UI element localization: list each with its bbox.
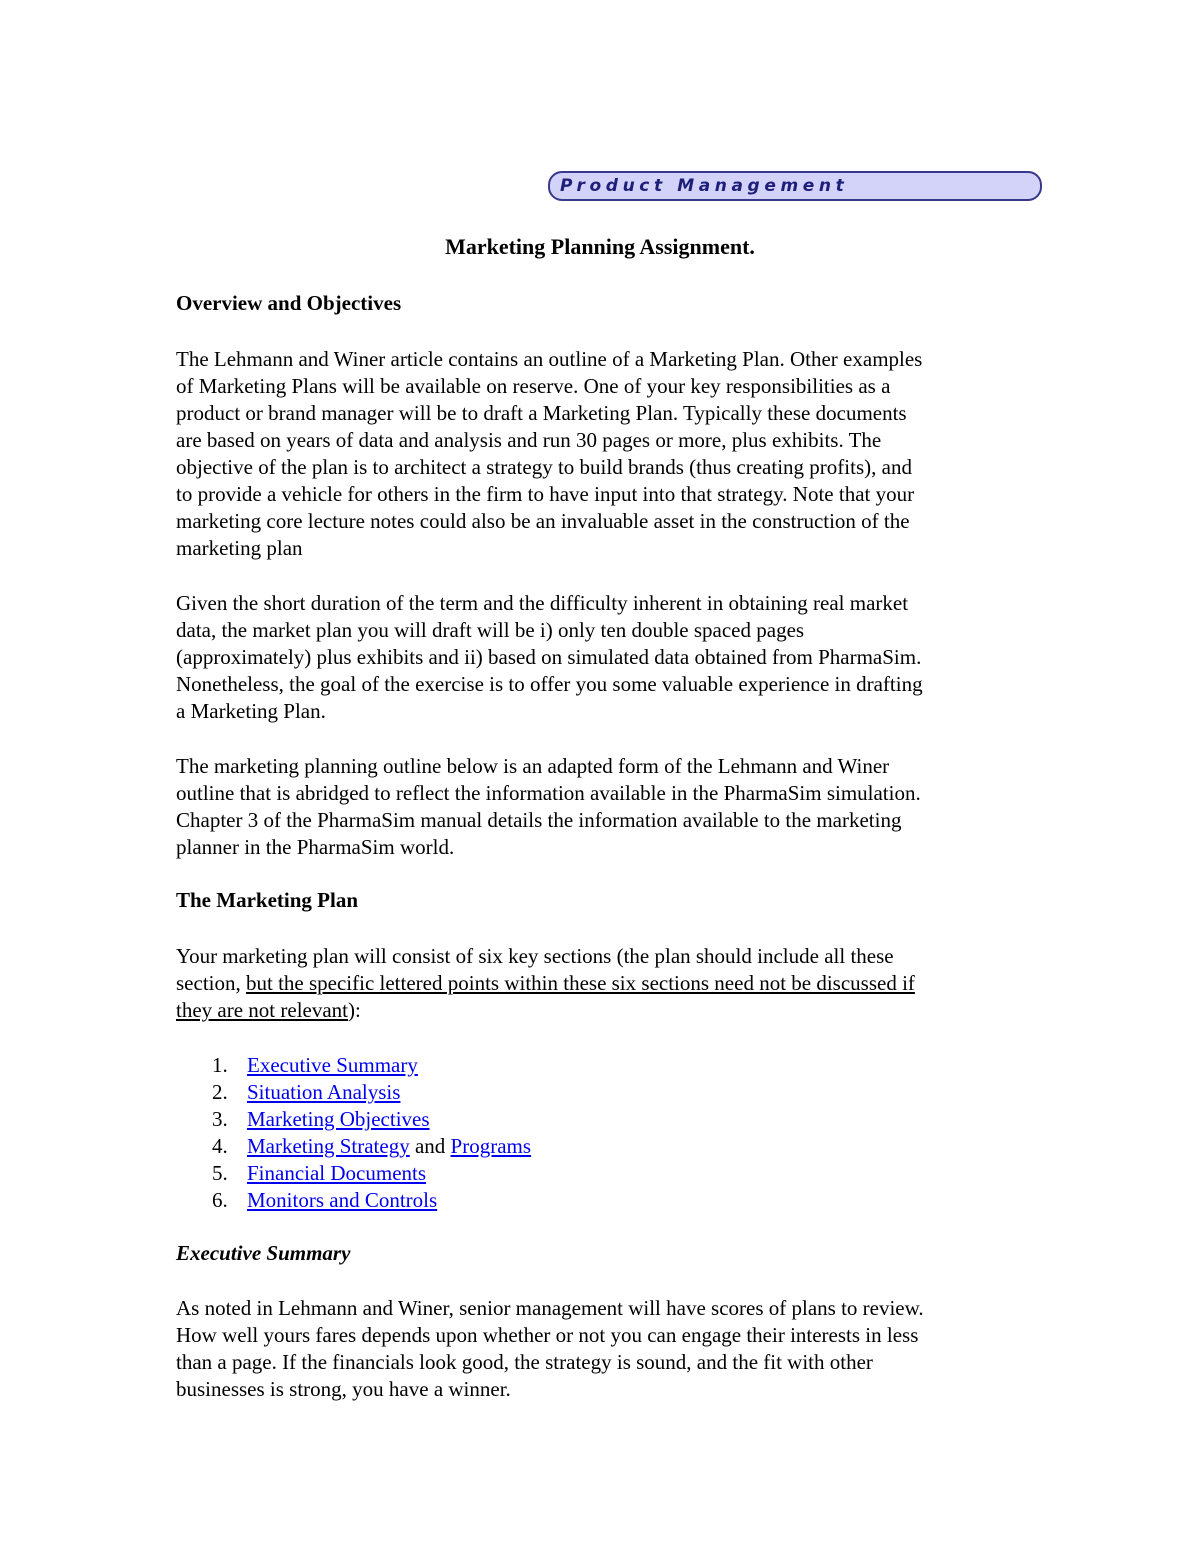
text-line: to provide a vehicle for others in the firm to have input into that strategy. Note that your: [176, 482, 915, 506]
text-line: [176, 997, 1036, 1024]
marketing-plan-intro: [176, 943, 1036, 1024]
text-line: of Marketing Plans will be available on reserve. One of your key responsibilities as a: [176, 374, 891, 398]
overview-paragraph-3: [176, 753, 1036, 861]
list-number: 6.: [212, 1188, 228, 1212]
text-line: Given the short duration of the term and the difficulty inherent in obtaining real market: [176, 591, 909, 615]
overview-paragraph-1: [176, 346, 1036, 562]
text-line: The marketing planning outline below is an adapted form of the Lehmann and Winer: [176, 754, 890, 778]
list-number: 5.: [212, 1161, 228, 1185]
text-line: data, the market plan you will draft will be i) only ten double spaced pages: [176, 618, 805, 642]
banner-label: Product Management: [560, 176, 849, 196]
text-line: [176, 970, 1036, 997]
text-line: product or brand manager will be to draft a Marketing Plan. Typically these documents: [176, 401, 907, 425]
executive-summary-link[interactable]: Executive Summary: [247, 1053, 418, 1077]
marketing-objectives-link[interactable]: Marketing Objectives: [247, 1107, 430, 1131]
text-line: than a page. If the financials look good, the strategy is sound, and the fit with other: [176, 1350, 873, 1374]
overview-paragraph-2: [176, 590, 1036, 725]
list-number: 3.: [212, 1107, 228, 1131]
marketing-strategy-link[interactable]: Marketing Strategy: [247, 1134, 410, 1158]
text-line: Your marketing plan will consist of six key sections (the plan should include all these: [176, 944, 894, 968]
programs-link[interactable]: Programs: [450, 1134, 532, 1158]
text-line: businesses is strong, you have a winner.: [176, 1377, 511, 1401]
list-item: [176, 1187, 531, 1214]
intro-plain-text: ):: [348, 998, 361, 1022]
situation-analysis-link[interactable]: Situation Analysis: [247, 1080, 401, 1104]
intro-underlined-text: but the specific lettered points within these six sections need not be discussed if: [245, 971, 915, 995]
marketing-plan-heading: The Marketing Plan: [176, 888, 358, 912]
list-item: [176, 1079, 531, 1106]
text-line: marketing core lecture notes could also be an invaluable asset in the construction of the: [176, 509, 910, 533]
text-line: How well yours fares depends upon whether or not you can engage their interests in less: [176, 1323, 919, 1347]
list-connector-text: and: [409, 1134, 451, 1158]
text-line: are based on years of data and analysis and run 30 pages or more, plus exhibits. The: [176, 428, 882, 452]
financial-documents-link[interactable]: Financial Documents: [247, 1161, 427, 1185]
document-title: Marketing Planning Assignment.: [445, 234, 755, 259]
list-item: [176, 1052, 531, 1079]
text-line: Nonetheless, the goal of the exercise is to offer you some valuable experience in drafting: [176, 672, 923, 696]
monitors-and-controls-link[interactable]: Monitors and Controls: [247, 1188, 438, 1212]
plan-sections-list: [176, 1052, 531, 1214]
list-item: [176, 1106, 531, 1133]
text-line: The Lehmann and Winer article contains an outline of a Marketing Plan. Other examples: [176, 347, 923, 371]
text-line: a Marketing Plan.: [176, 699, 326, 723]
text-line: (approximately) plus exhibits and ii) based on simulated data obtained from PharmaSim.: [176, 645, 922, 669]
list-number: 2.: [212, 1080, 228, 1104]
text-line: outline that is abridged to reflect the information available in the PharmaSim simulation.: [176, 781, 921, 805]
text-line: planner in the PharmaSim world.: [176, 835, 455, 859]
executive-summary-paragraph: [176, 1295, 1036, 1403]
executive-summary-heading: Executive Summary: [176, 1241, 351, 1265]
overview-heading: Overview and Objectives: [176, 291, 402, 315]
text-line: As noted in Lehmann and Winer, senior management will have scores of plans to review.: [176, 1296, 924, 1320]
list-number: 1.: [212, 1053, 228, 1077]
list-item: [176, 1160, 531, 1187]
list-number: 4.: [212, 1134, 228, 1158]
intro-plain-text: section,: [176, 971, 246, 995]
product-management-banner: [548, 171, 1042, 201]
text-line: objective of the plan is to architect a strategy to build brands (thus creating profits), and: [176, 455, 912, 479]
text-line: marketing plan: [176, 536, 303, 560]
list-item: [176, 1133, 531, 1160]
intro-underlined-text: they are not relevant: [176, 998, 348, 1022]
text-line: Chapter 3 of the PharmaSim manual details the information available to the marketing: [176, 808, 902, 832]
